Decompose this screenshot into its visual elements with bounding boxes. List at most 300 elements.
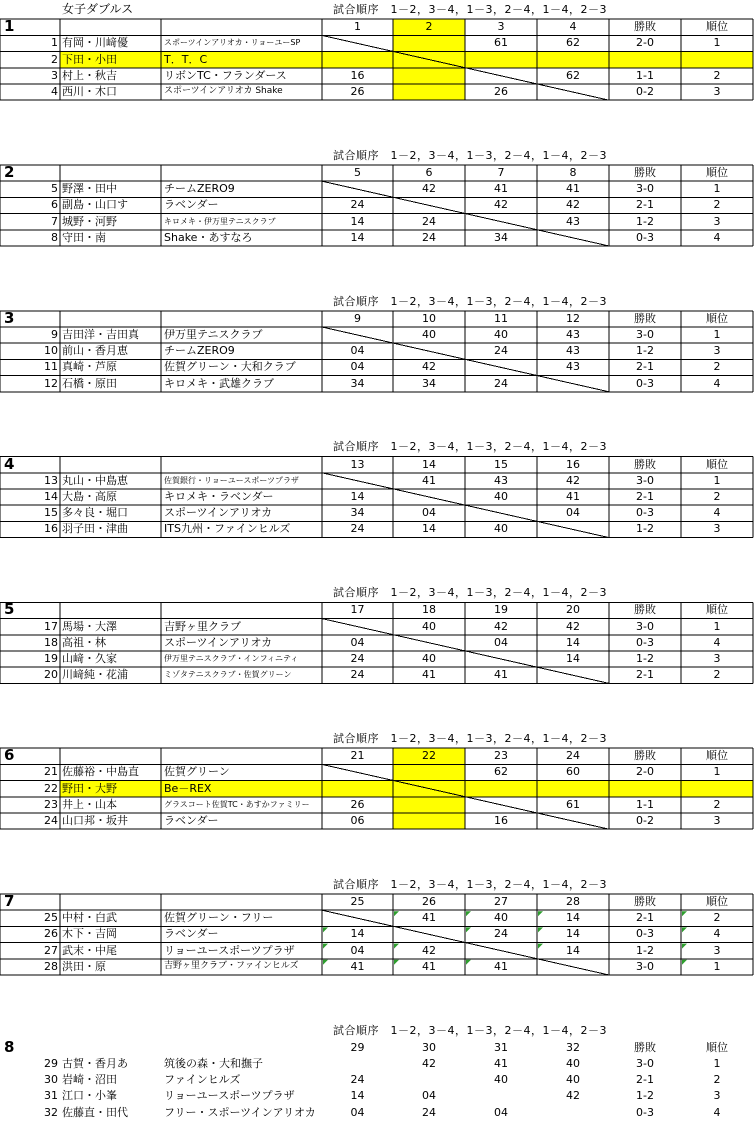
- match-number-header: 21: [350, 749, 365, 763]
- pair-names: 村上・秋吉: [62, 68, 117, 82]
- club-name: スポーツインアリオカ Shake: [164, 86, 283, 96]
- club-name: 伊万里テニスクラブ: [164, 328, 263, 341]
- pair-names: 山﨑・久家: [62, 652, 117, 665]
- pair-names: 江口・小峯: [62, 1089, 117, 1103]
- pair-names: 木下・吉岡: [62, 927, 117, 941]
- score-cell: 42: [566, 619, 580, 633]
- club-name: チームZERO9: [164, 344, 235, 358]
- score-cell: [322, 181, 393, 197]
- group-number: 4: [4, 456, 15, 473]
- match-order-text: 試合順序 1－2，3－4，1－3，2－4，1－4，2－3: [333, 877, 607, 891]
- win-loss: 0-3: [636, 230, 654, 244]
- score-cell: [537, 230, 609, 246]
- score-cell: 42: [422, 182, 436, 196]
- match-number-header: 28: [566, 895, 580, 908]
- club-name: Shake・あすなろ: [164, 230, 253, 244]
- match-number-header: 16: [566, 457, 580, 471]
- score-cell: 16: [494, 814, 508, 827]
- score-cell: 34: [350, 376, 365, 390]
- score-cell: 24: [350, 522, 365, 536]
- win-loss: 0-2: [636, 814, 654, 827]
- pair-names: 前山・香月恵: [62, 344, 128, 358]
- pair-number: 27: [44, 943, 58, 957]
- score-cell: 41: [494, 668, 508, 682]
- rank: 2: [713, 68, 721, 82]
- score-cell: 26: [494, 85, 508, 98]
- match-number-header: 9: [354, 311, 361, 325]
- rank: 3: [713, 1089, 721, 1103]
- club-name: 佐賀グリーン: [164, 765, 230, 779]
- rank: 4: [713, 506, 721, 520]
- win-loss: 0-3: [636, 1105, 654, 1119]
- pair-names: 古賀・香月あ: [62, 1057, 128, 1070]
- win-loss: 0-3: [636, 506, 654, 520]
- score-cell: 61: [494, 36, 508, 50]
- score-cell: 41: [422, 473, 436, 487]
- pair-number: 19: [44, 652, 58, 665]
- score-cell: 24: [494, 376, 508, 390]
- score-cell: [465, 359, 537, 375]
- club-name: 佐賀グリーン・フリー: [164, 911, 274, 925]
- rank: 4: [713, 927, 721, 941]
- score-cell: 04: [494, 1105, 508, 1119]
- score-cell: 41: [350, 959, 365, 973]
- rank: 4: [713, 230, 721, 244]
- score-cell: [393, 52, 465, 68]
- win-loss: 2-0: [636, 765, 654, 779]
- score-cell: 43: [566, 214, 580, 228]
- score-cell: 14: [566, 927, 580, 941]
- rank: 3: [713, 85, 721, 98]
- score-cell: 40: [494, 911, 508, 925]
- rank: 1: [713, 1057, 721, 1070]
- match-number-header: 19: [494, 603, 508, 617]
- pair-number: 28: [44, 959, 58, 973]
- winloss-header: 勝敗: [634, 457, 656, 471]
- score-cell: 42: [566, 1089, 580, 1103]
- match-number-header: 20: [566, 603, 580, 617]
- pair-names: 羽子田・津曲: [62, 522, 128, 536]
- match-order-text: 試合順序 1－2，3－4，1－3，2－4，1－4，2－3: [333, 148, 607, 162]
- pair-names: 川﨑純・花浦: [62, 668, 128, 682]
- score-cell: [393, 813, 465, 829]
- score-cell: [465, 943, 537, 959]
- pair-number: 13: [44, 473, 58, 487]
- win-loss: 2-1: [636, 490, 654, 503]
- rank: 1: [713, 619, 721, 633]
- match-number-header: 18: [422, 603, 436, 617]
- group-number: 6: [4, 748, 15, 765]
- winloss-header: 勝敗: [634, 603, 656, 617]
- match-number-header: 17: [350, 603, 365, 617]
- score-cell: [322, 473, 393, 489]
- score-cell: 04: [422, 1089, 436, 1103]
- rank: 1: [713, 765, 721, 779]
- score-cell: 14: [566, 911, 580, 925]
- match-number-header: 25: [350, 895, 365, 908]
- score-cell: 40: [494, 328, 508, 341]
- win-loss: 3-0: [636, 959, 654, 973]
- score-cell: [393, 764, 465, 780]
- win-loss: 0-3: [636, 635, 654, 649]
- score-cell: 41: [494, 1057, 508, 1070]
- club-name: リボンTC・フランダース: [164, 68, 287, 82]
- win-loss: 2-1: [636, 1073, 654, 1087]
- pair-number: 11: [44, 360, 58, 374]
- match-number-header: 22: [422, 749, 436, 763]
- score-cell: 61: [566, 797, 580, 811]
- score-cell: 04: [350, 360, 365, 374]
- match-number-header: 12: [566, 311, 580, 325]
- pair-number: 10: [44, 344, 58, 358]
- score-cell: 41: [566, 182, 580, 196]
- win-loss: 2-1: [636, 360, 654, 374]
- rank: 3: [713, 214, 721, 228]
- score-cell: 24: [422, 214, 436, 228]
- pair-names: 石橋・原田: [62, 376, 117, 390]
- match-number-header: 14: [422, 457, 436, 471]
- pair-number: 5: [51, 182, 58, 196]
- pair-names: 城野・河野: [62, 214, 117, 228]
- match-order-text: 試合順序 1－2，3－4，1－3，2－4，1－4，2－3: [333, 440, 607, 454]
- rank: 1: [713, 36, 721, 50]
- score-cell: [393, 926, 465, 942]
- score-cell: [537, 813, 609, 829]
- club-name: 筑後の森・大和撫子: [164, 1057, 263, 1070]
- pair-number: 20: [44, 668, 58, 682]
- pair-names: 野澤・田中: [62, 182, 117, 196]
- pair-names: 大島・高原: [62, 490, 117, 503]
- match-number-header: 6: [425, 166, 433, 179]
- score-cell: [537, 1105, 609, 1121]
- pair-names: 丸山・中島恵: [62, 473, 128, 487]
- club-name: ITS九州・ファインヒルズ: [164, 522, 291, 536]
- club-name: 伊万里テニスクラブ・インフィニティ: [164, 654, 299, 663]
- win-loss: 1-2: [636, 214, 654, 228]
- score-cell: 16: [350, 68, 365, 82]
- score-cell: [465, 797, 537, 813]
- score-cell: 62: [566, 68, 580, 82]
- group-number: 5: [4, 602, 15, 619]
- club-name: 吉野ヶ里クラブ・ファインヒルズ: [164, 960, 299, 971]
- score-cell: 04: [422, 506, 436, 520]
- pair-names: 有岡・川﨑優: [62, 36, 128, 50]
- rank: 1: [713, 182, 721, 196]
- score-cell: [322, 327, 393, 343]
- match-number-header: 26: [422, 895, 436, 908]
- win-loss: [609, 52, 681, 68]
- pair-names: 吉田洋・吉田真: [62, 328, 139, 341]
- pair-number: 8: [51, 230, 58, 244]
- pair-number: 17: [44, 619, 58, 633]
- score-cell: 41: [422, 668, 436, 682]
- score-cell: 14: [350, 1089, 365, 1103]
- score-cell: [393, 635, 465, 651]
- score-cell: 43: [494, 473, 508, 487]
- club-name: スポーツインアリオカ・リョーユーSP: [164, 38, 301, 48]
- rank-header: 順位: [706, 311, 728, 325]
- rank-header: 順位: [706, 1040, 728, 1054]
- match-number-header: 2: [425, 20, 433, 34]
- pair-names: 高祖・林: [62, 635, 106, 649]
- match-number-header: 8: [569, 166, 577, 179]
- sheet-title: 女子ダブルス: [62, 2, 134, 16]
- pair-names: 佐藤直・田代: [62, 1105, 128, 1119]
- match-order-text: 試合順序 1－2，3－4，1－3，2－4，1－4，2－3: [333, 732, 607, 745]
- rank: 2: [713, 668, 721, 682]
- score-cell: 14: [350, 490, 365, 503]
- win-loss: 1-2: [636, 1089, 654, 1103]
- win-loss: 3-0: [636, 619, 654, 633]
- club-name: 佐賀グリーン・大和クラブ: [164, 360, 296, 374]
- pair-number: 24: [44, 814, 58, 827]
- win-loss: 0-2: [636, 85, 654, 98]
- match-order-text: 試合順序 1－2，3－4，1－3，2－4，1－4，2－3: [333, 294, 607, 308]
- score-cell: 43: [566, 344, 580, 358]
- score-cell: [537, 376, 609, 392]
- winloss-header: 勝敗: [634, 311, 656, 325]
- score-cell: 14: [566, 635, 580, 649]
- pair-number: 16: [44, 522, 58, 536]
- win-loss: 1-2: [636, 652, 654, 665]
- match-order-text: 試合順序 1－2，3－4，1－3，2－4，1－4，2－3: [333, 586, 607, 600]
- match-number-header: 29: [350, 1040, 365, 1054]
- group-number: 8: [4, 1039, 15, 1056]
- score-cell: [322, 764, 393, 780]
- match-number-header: 32: [566, 1040, 580, 1054]
- score-cell: [537, 781, 609, 797]
- win-loss: 1-2: [636, 522, 654, 536]
- pair-number: 23: [44, 797, 58, 811]
- pair-names: 佐藤裕・中島直: [62, 765, 139, 779]
- group-number: 1: [4, 19, 15, 36]
- club-name: リョーユースポーツプラザ: [164, 943, 295, 957]
- score-cell: [393, 197, 465, 213]
- match-number-header: 7: [497, 166, 505, 179]
- club-name: T．T．C: [164, 52, 208, 66]
- club-name: グラスコート佐賀TC・あすかファミリー: [164, 799, 310, 809]
- rank: [681, 52, 753, 68]
- rank-header: 順位: [706, 895, 728, 908]
- club-name: ラベンダー: [164, 927, 219, 941]
- score-cell: [393, 781, 465, 797]
- score-cell: 26: [350, 797, 365, 811]
- match-number-header: 30: [422, 1040, 436, 1054]
- club-name: キロメキ・伊万里テニスクラブ: [164, 216, 276, 226]
- rank: 1: [713, 473, 721, 487]
- score-cell: 24: [350, 652, 365, 665]
- score-cell: 41: [494, 182, 508, 196]
- score-cell: [537, 52, 609, 68]
- score-cell: 42: [422, 1057, 436, 1070]
- score-cell: 43: [566, 360, 580, 374]
- score-cell: [393, 84, 465, 100]
- score-cell: 14: [422, 522, 436, 536]
- score-cell: 04: [350, 943, 365, 957]
- club-name: ファインヒルズ: [164, 1073, 241, 1087]
- club-name: 吉野ヶ里クラブ: [164, 619, 241, 633]
- pair-names: 井上・山本: [62, 797, 117, 811]
- score-cell: [465, 505, 537, 521]
- score-cell: 40: [494, 1073, 508, 1087]
- match-number-header: 3: [497, 20, 505, 34]
- score-cell: [465, 52, 537, 68]
- pair-number: 2: [51, 52, 58, 66]
- score-cell: [537, 667, 609, 683]
- rank-header: 順位: [706, 166, 728, 179]
- rank-header: 順位: [706, 20, 728, 34]
- club-name: スポーツインアリオカ: [164, 635, 273, 649]
- rank: 3: [713, 943, 721, 957]
- score-cell: 42: [494, 619, 508, 633]
- pair-number: 30: [44, 1073, 58, 1087]
- rank: 4: [713, 635, 721, 649]
- score-cell: [393, 343, 465, 359]
- score-cell: [537, 521, 609, 537]
- rank-header: 順位: [706, 749, 728, 763]
- match-number-header: 4: [569, 20, 577, 34]
- score-cell: 42: [566, 198, 580, 212]
- match-number-header: 10: [422, 311, 436, 325]
- score-cell: 42: [422, 943, 436, 957]
- score-cell: [322, 781, 393, 797]
- score-cell: 24: [350, 1073, 365, 1087]
- match-number-header: 11: [494, 311, 508, 325]
- pair-names: 多々良・堀口: [62, 506, 128, 520]
- win-loss: 2-0: [636, 36, 654, 50]
- match-number-header: 31: [494, 1040, 508, 1054]
- pair-names: 岩崎・沼田: [62, 1073, 117, 1087]
- match-number-header: 13: [350, 457, 365, 471]
- match-number-header: 27: [494, 895, 508, 908]
- rank: [681, 781, 753, 797]
- pair-number: 15: [44, 506, 58, 520]
- club-name: チームZERO9: [164, 182, 235, 196]
- score-cell: 14: [350, 230, 365, 244]
- winloss-header: 勝敗: [634, 895, 656, 908]
- score-cell: [393, 489, 465, 505]
- pair-number: 7: [51, 214, 58, 228]
- score-cell: 04: [494, 635, 508, 649]
- match-order-text: 試合順序 1－2，3－4，1－3，2－4，1－4，2－3: [333, 3, 607, 16]
- rank: 2: [713, 360, 721, 374]
- score-cell: [322, 910, 393, 926]
- score-cell: [465, 214, 537, 230]
- rank: 2: [713, 911, 721, 925]
- score-cell: 24: [350, 668, 365, 682]
- winloss-header: 勝敗: [634, 166, 656, 179]
- score-cell: 24: [350, 198, 365, 212]
- score-cell: 34: [494, 230, 508, 244]
- win-loss: 0-3: [636, 927, 654, 941]
- score-cell: 34: [350, 506, 365, 520]
- win-loss: 0-3: [636, 376, 654, 390]
- rank: 2: [713, 490, 721, 503]
- rank: 4: [713, 1105, 721, 1119]
- club-name: リョーユースポーツプラザ: [164, 1089, 295, 1103]
- score-cell: 40: [494, 522, 508, 536]
- pair-names: 中村・白武: [62, 911, 117, 925]
- score-cell: 24: [422, 1105, 436, 1119]
- pair-number: 6: [51, 198, 58, 212]
- club-name: ミゾタテニスクラブ・佐賀グリーン: [164, 670, 292, 680]
- win-loss: 1-1: [636, 68, 654, 82]
- rank-header: 順位: [706, 457, 728, 471]
- pair-number: 32: [44, 1105, 58, 1119]
- score-cell: 60: [566, 765, 580, 779]
- match-number-header: 23: [494, 749, 508, 763]
- pair-names: 下田・小田: [62, 52, 117, 66]
- pair-names: 副島・山口す: [62, 198, 128, 212]
- score-cell: 26: [350, 85, 365, 98]
- rank: 1: [713, 328, 721, 341]
- winloss-header: 勝敗: [634, 1040, 656, 1054]
- pair-names: 守田・南: [62, 230, 106, 244]
- score-cell: [322, 35, 393, 51]
- match-number-header: 1: [354, 20, 361, 34]
- pair-number: 1: [51, 36, 58, 50]
- score-cell: 40: [422, 328, 436, 341]
- club-name: ラベンダー: [164, 814, 219, 827]
- pair-names: 山口邦・坂井: [62, 814, 128, 827]
- pair-number: 22: [44, 781, 58, 795]
- score-cell: [537, 959, 609, 975]
- score-cell: [322, 619, 393, 635]
- score-cell: 43: [566, 328, 580, 341]
- score-cell: 34: [422, 376, 436, 390]
- pair-number: 25: [44, 911, 58, 925]
- score-cell: 40: [566, 1057, 580, 1070]
- score-cell: [393, 68, 465, 84]
- score-cell: 42: [422, 360, 436, 374]
- pair-names: 野田・大野: [62, 781, 117, 795]
- score-cell: 14: [350, 214, 365, 228]
- score-cell: [322, 52, 393, 68]
- win-loss: 1-1: [636, 797, 654, 811]
- winloss-header: 勝敗: [634, 749, 656, 763]
- score-cell: 14: [566, 943, 580, 957]
- win-loss: 2-1: [636, 668, 654, 682]
- score-cell: 04: [350, 635, 365, 649]
- score-cell: 41: [566, 490, 580, 503]
- score-cell: [465, 1088, 537, 1104]
- rank: 2: [713, 198, 721, 212]
- pair-number: 4: [51, 85, 58, 98]
- score-cell: [465, 651, 537, 667]
- score-cell: 42: [494, 198, 508, 212]
- rank: 3: [713, 814, 721, 827]
- score-cell: 04: [566, 506, 580, 520]
- pair-number: 9: [51, 328, 58, 341]
- score-cell: 24: [422, 230, 436, 244]
- rank: 3: [713, 652, 721, 665]
- score-cell: 62: [566, 36, 580, 50]
- win-loss: 1-2: [636, 344, 654, 358]
- rank: 2: [713, 1073, 721, 1087]
- pair-number: 14: [44, 490, 58, 503]
- pair-number: 18: [44, 635, 58, 649]
- win-loss: 3-0: [636, 1057, 654, 1070]
- match-number-header: 15: [494, 457, 508, 471]
- club-name: スポーツインアリオカ: [164, 506, 273, 520]
- pair-number: 21: [44, 765, 58, 779]
- win-loss: 3-0: [636, 328, 654, 341]
- match-number-header: 24: [566, 749, 580, 763]
- score-cell: [465, 68, 537, 84]
- score-cell: 41: [494, 959, 508, 973]
- score-cell: 62: [494, 765, 508, 779]
- pair-names: 武末・中尾: [62, 943, 117, 957]
